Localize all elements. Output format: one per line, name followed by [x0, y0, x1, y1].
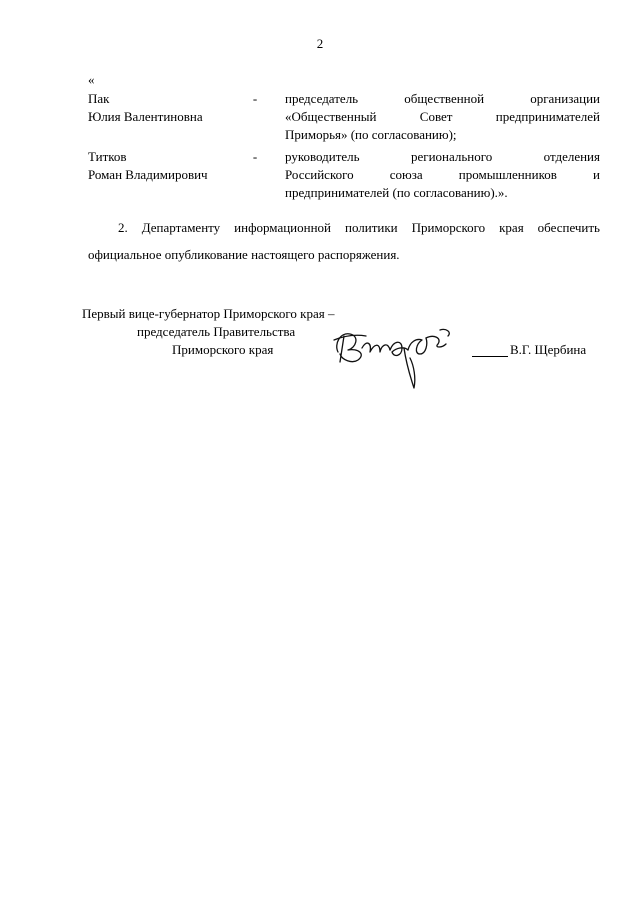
member-dash: - [252, 91, 258, 106]
list-open-quote: « [88, 72, 95, 87]
member-name [88, 148, 238, 184]
member-given-names: Юлия Валентиновна [88, 109, 203, 124]
signatory-name: В.Г. Щербина [510, 342, 587, 357]
member-name [88, 90, 238, 126]
paragraph-2: 2. Департаменту информационной политики Приморского края обеспечить официальное опубликование настоящего распоряжения. [88, 220, 600, 262]
member-description-line: Российского союза промышленников и [285, 167, 600, 182]
member-description [285, 90, 600, 144]
signatory-title-line-1: Первый вице-губернатор Приморского края – [82, 306, 335, 321]
member-description-line: руководитель регионального отделения [285, 149, 600, 164]
member-surname: Пак [88, 91, 110, 106]
member-description-line: «Общественный Совет предпринимателей [285, 109, 600, 124]
page-number: 2 [316, 36, 324, 51]
member-surname: Титков [88, 149, 127, 164]
member-description [285, 148, 600, 202]
signature-line [472, 356, 508, 357]
member-dash: - [252, 149, 258, 164]
signatory-title-line-3: Приморского края [172, 342, 274, 357]
signatory-title-line-2: председатель Правительства [137, 324, 296, 339]
handwritten-signature-icon [330, 318, 470, 394]
member-description-line: предпринимателей (по согласованию).». [285, 185, 508, 200]
member-given-names: Роман Владимирович [88, 167, 208, 182]
member-description-line: Приморья» (по согласованию); [285, 127, 457, 142]
member-description-line: председатель общественной организации [285, 91, 600, 106]
